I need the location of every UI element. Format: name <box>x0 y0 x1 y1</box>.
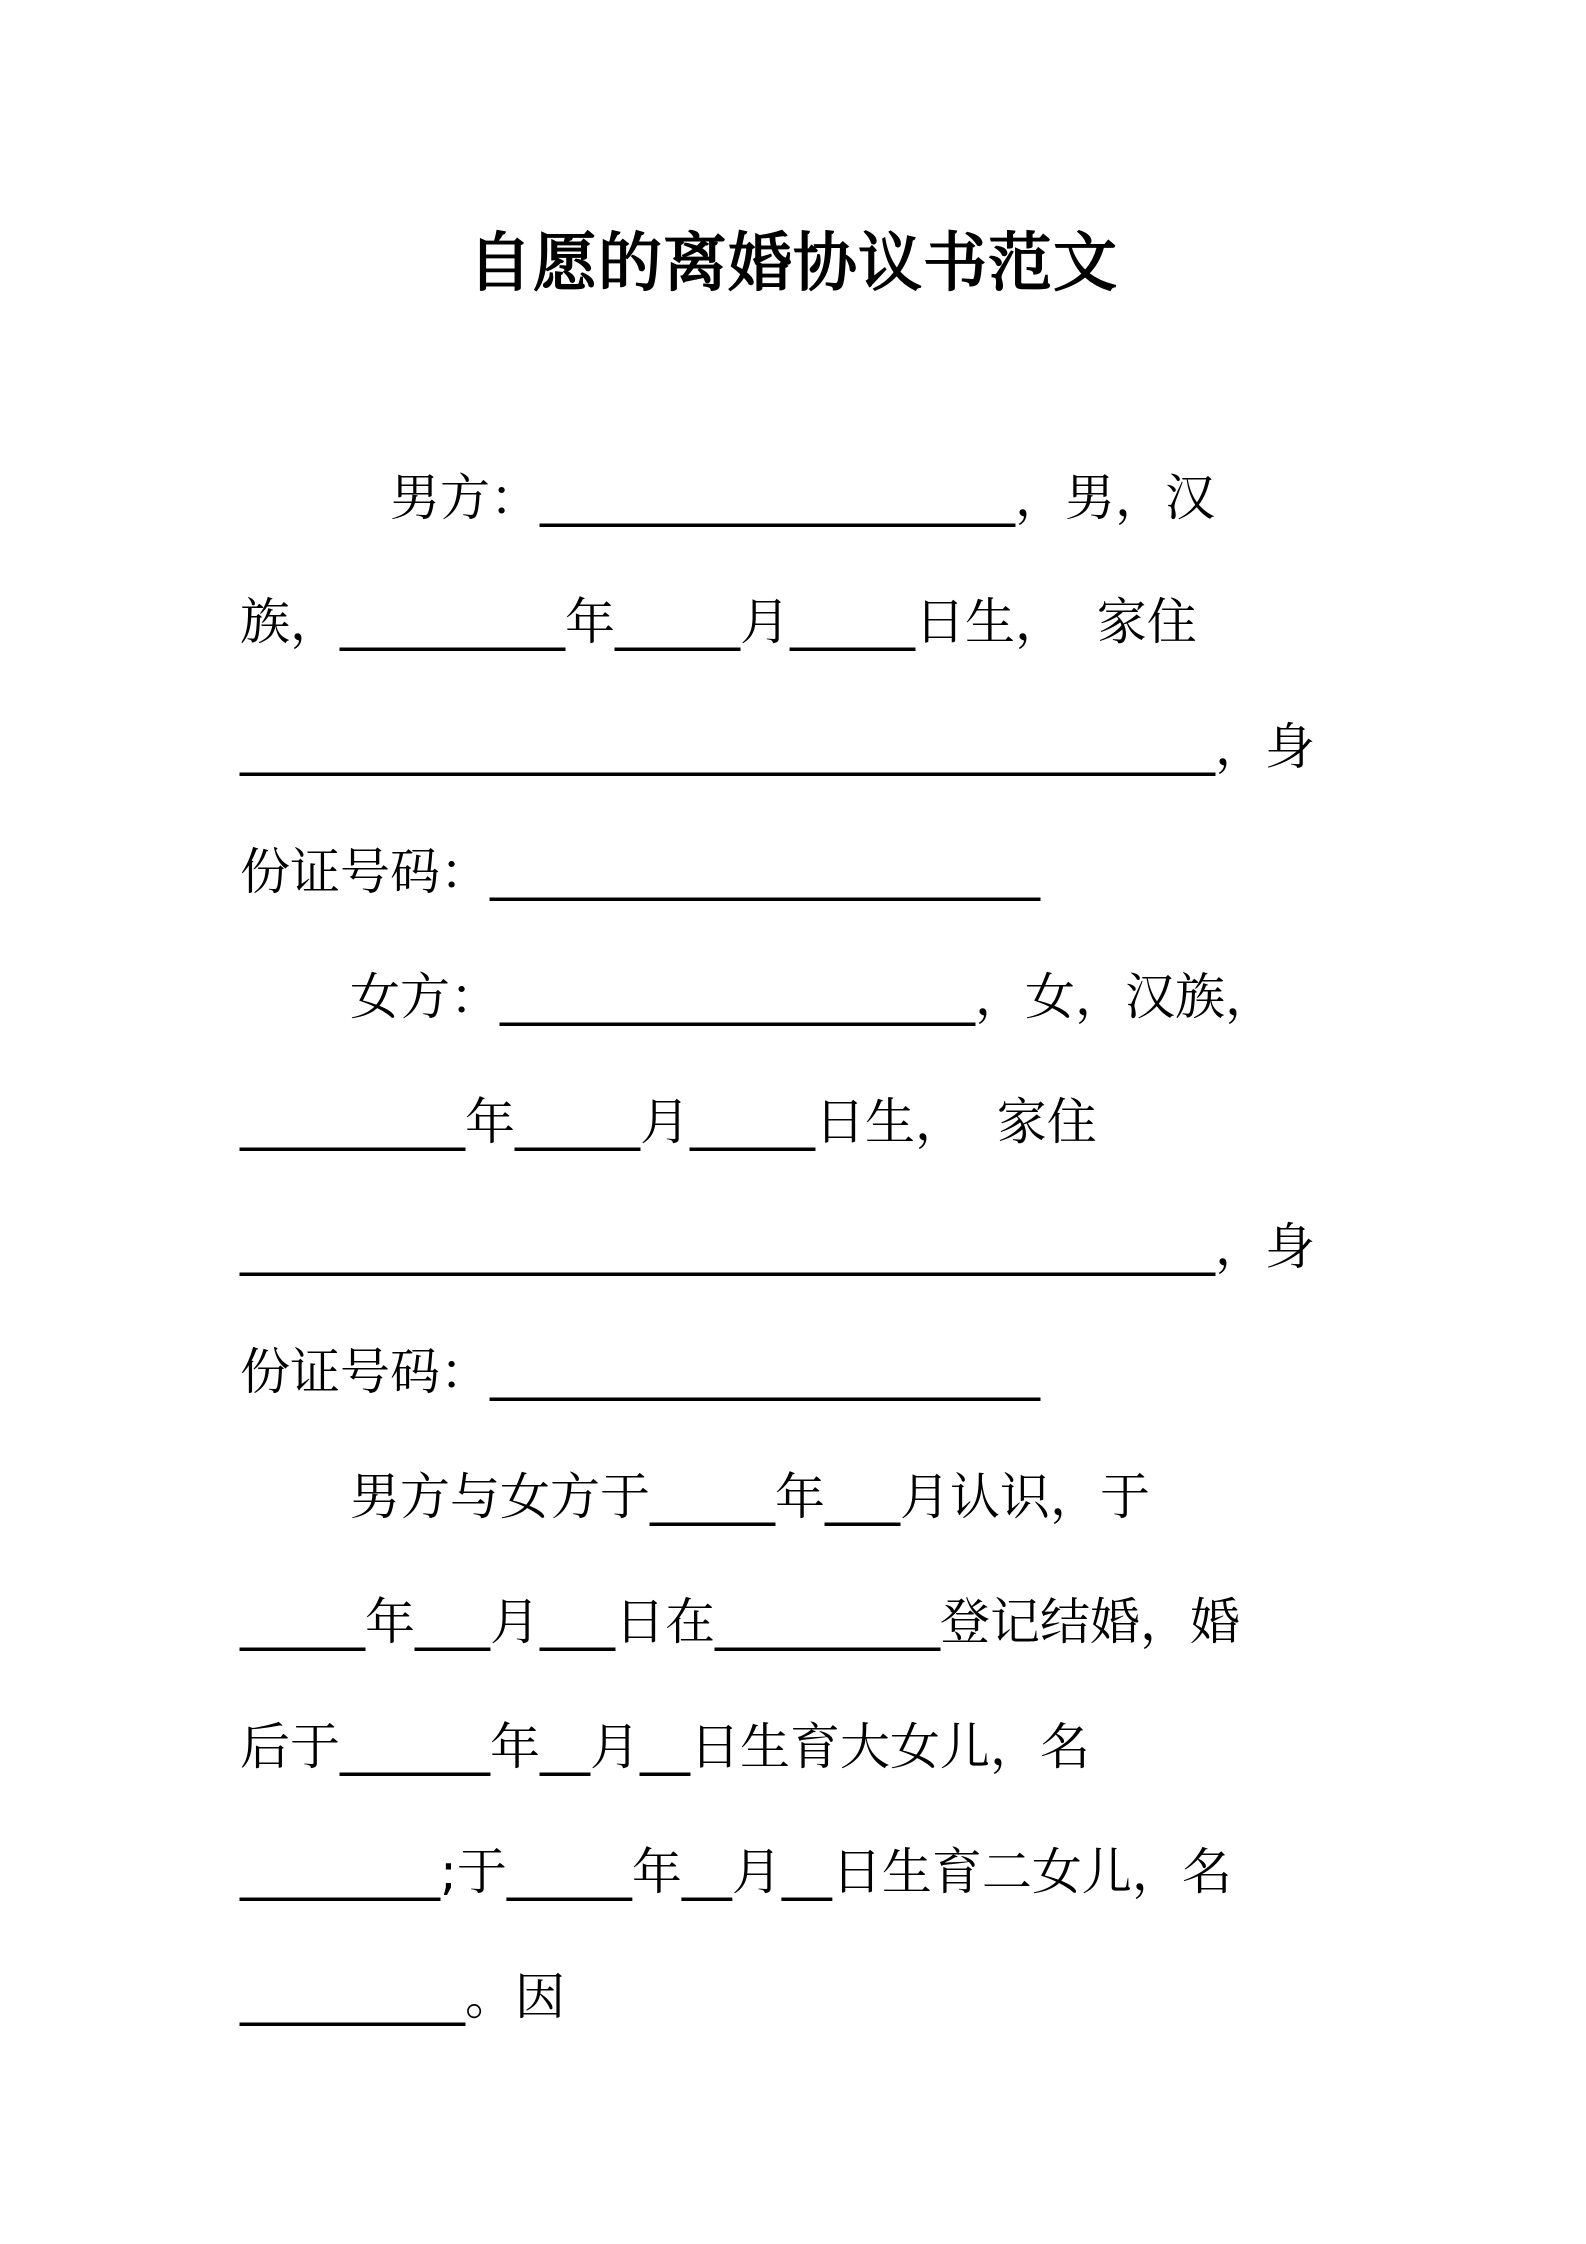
paragraph-line-female-party: 女方：___________________，女，汉族， <box>350 968 1275 1026</box>
paragraph-line-male-address: _______________________________________，身 <box>240 718 1315 776</box>
paragraph-line-male-id: 份证号码：______________________ <box>240 843 1040 901</box>
paragraph-line-acquaintance: 男方与女方于_____年___月认识，于 <box>350 1468 1150 1526</box>
paragraph-line-reason: _________。因 <box>240 1968 565 2026</box>
paragraph-line-female-address: _______________________________________，身 <box>240 1218 1315 1276</box>
paragraph-line-second-daughter: ________;于_____年__月__日生育二女儿，名 <box>240 1843 1232 1901</box>
paragraph-line-male-party: 男方：___________________，男，汉 <box>390 469 1215 527</box>
paragraph-line-marriage: _____年___月___日在_________登记结婚，婚 <box>240 1593 1240 1651</box>
paragraph-line-female-id: 份证号码：______________________ <box>240 1343 1040 1401</box>
paragraph-line-first-daughter: 后于______年__月__日生育大女儿，名 <box>240 1718 1090 1776</box>
paragraph-line-male-birth: 族，_________年_____月_____日生， 家住 <box>240 593 1197 651</box>
paragraph-line-female-birth: _________年_____月_____日生， 家住 <box>240 1093 1097 1151</box>
document-title: 自愿的离婚协议书范文 <box>468 227 1118 301</box>
